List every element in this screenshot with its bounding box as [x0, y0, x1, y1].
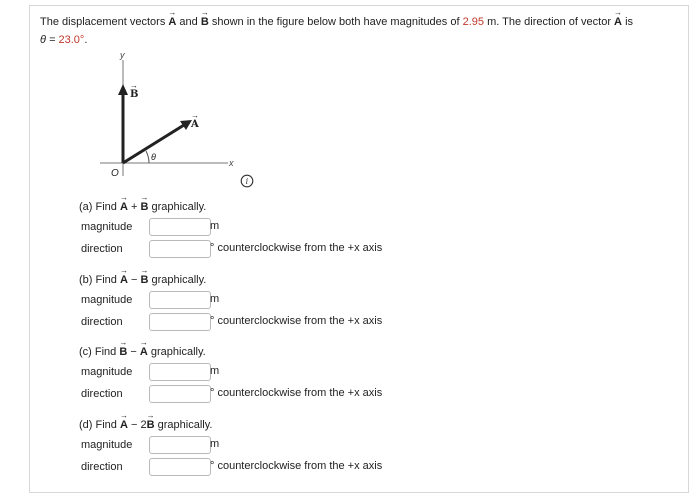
magnitude-label: magnitude: [81, 221, 133, 233]
magnitude-label: magnitude: [81, 294, 133, 306]
unit-m: m: [210, 438, 220, 450]
vector-a-label: A: [191, 119, 199, 130]
part-b-title: (b) Find → A − → B graphically.: [79, 271, 206, 289]
origin-label: O: [111, 168, 119, 179]
part-a: [79, 198, 383, 260]
direction-unit: ° counterclockwise from the +x axis: [210, 460, 383, 472]
theta-arc: [146, 151, 149, 163]
vector-a-symbol: → A: [168, 13, 176, 31]
vector-b-label: B: [130, 89, 139, 100]
vector-a-symbol: → A: [614, 13, 622, 31]
vector-figure: [100, 48, 250, 183]
part-c-magnitude-input[interactable]: [149, 363, 211, 381]
part-d-magnitude-input[interactable]: [149, 436, 211, 454]
info-icon[interactable]: [240, 174, 254, 188]
direction-label: direction: [81, 316, 123, 328]
part-b: [79, 271, 383, 333]
unit-m: m: [210, 220, 220, 232]
vector-b-arrowhead: [118, 84, 128, 95]
direction-unit: ° counterclockwise from the +x axis: [210, 387, 383, 399]
problem-statement: The displacement vectors → A and → B shown in the figure below both have magnitudes of 2.95 m. The direction of vector → A is θ = 23.0°.: [40, 13, 650, 49]
direction-label: direction: [81, 243, 123, 255]
part-c: [79, 343, 383, 405]
magnitude-value: 2.95: [462, 16, 485, 28]
direction-label: direction: [81, 461, 123, 473]
unit-m: m: [210, 293, 220, 305]
theta-label: θ: [151, 152, 156, 162]
part-c-title: (c) Find → B − → A graphically.: [79, 343, 206, 361]
part-b-direction-input[interactable]: [149, 313, 211, 331]
direction-label: direction: [81, 388, 123, 400]
y-axis-label: y: [120, 50, 125, 60]
svg-text:i: i: [245, 177, 249, 186]
theta-symbol: θ =: [40, 34, 56, 46]
part-a-magnitude-input[interactable]: [149, 218, 211, 236]
vector-b-label-arrow: →: [130, 81, 138, 90]
theta-value: 23.0°: [58, 34, 85, 46]
unit-m: m: [210, 365, 220, 377]
part-a-direction-input[interactable]: [149, 240, 211, 258]
direction-unit: ° counterclockwise from the +x axis: [210, 242, 383, 254]
part-d-title: (d) Find → A − 2→ B graphically.: [79, 416, 212, 434]
part-d: [79, 416, 383, 478]
part-c-direction-input[interactable]: [149, 385, 211, 403]
part-d-direction-input[interactable]: [149, 458, 211, 476]
magnitude-label: magnitude: [81, 366, 133, 378]
vector-a-label-arrow: →: [191, 111, 199, 120]
direction-unit: ° counterclockwise from the +x axis: [210, 315, 383, 327]
part-b-magnitude-input[interactable]: [149, 291, 211, 309]
part-a-title: (a) Find → A + → B graphically.: [79, 198, 206, 216]
magnitude-label: magnitude: [81, 439, 133, 451]
x-axis-label: x: [229, 158, 234, 168]
vector-b-symbol: → B: [201, 13, 209, 31]
